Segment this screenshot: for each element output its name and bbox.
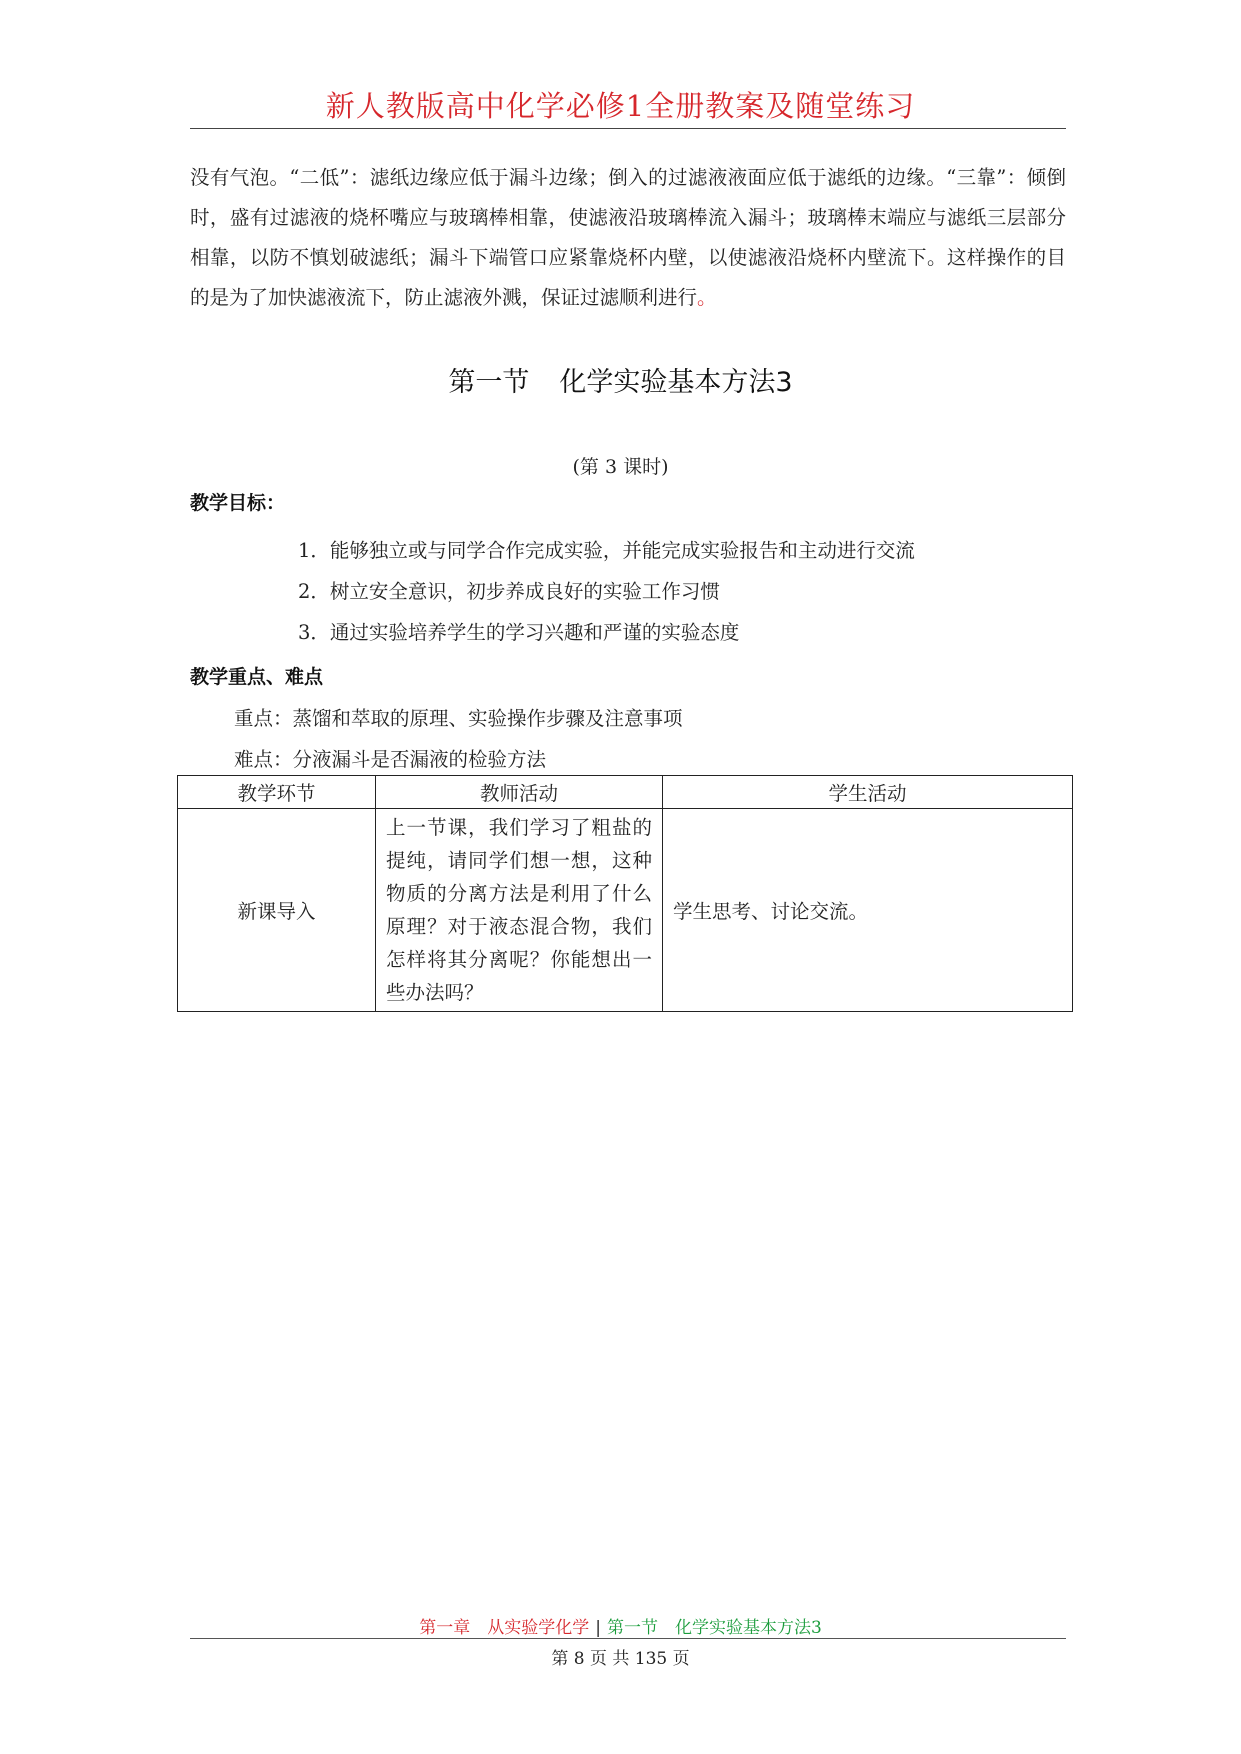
- cell-teacher-activity: 上一节课，我们学习了粗盐的提纯，请同学们想一想，这种物质的分离方法是利用了什么原理？对于液态混合物，我们怎样将其分离呢？你能想出一些办法吗？: [376, 809, 663, 1012]
- footer-chapter: 第一章 从实验学化学: [419, 1618, 590, 1638]
- intro-end-mark: 。: [697, 286, 717, 309]
- header-divider: [190, 128, 1066, 129]
- footer-page-number: 第 8 页 共 135 页: [551, 1649, 690, 1669]
- table-row: [178, 809, 1073, 1012]
- lesson-number: (第 3 课时): [572, 456, 669, 478]
- header-student-activity: 学生活动: [663, 776, 1073, 809]
- objective-item-2: 2．树立安全意识，初步养成良好的实验工作习惯: [298, 580, 720, 603]
- objectives-heading: 教学目标：: [190, 492, 286, 514]
- section-title: [0, 360, 1241, 399]
- objective-item-3: 3．通过实验培养学生的学习兴趣和严谨的实验态度: [298, 621, 740, 644]
- intro-paragraph: [190, 158, 1066, 318]
- header-teacher-activity: 教师活动: [376, 776, 663, 809]
- document-header-title: 新人教版高中化学必修1全册教案及随堂练习: [325, 89, 916, 123]
- footer-section: 第一节 化学实验基本方法3: [606, 1618, 822, 1638]
- cell-stage: 新课导入: [178, 809, 376, 1012]
- key-points-heading: 教学重点、难点: [190, 666, 324, 688]
- objective-item-1: 1．能够独立或与同学合作完成实验，并能完成实验报告和主动进行交流: [298, 539, 915, 562]
- key-point-focus: 重点：蒸馏和萃取的原理、实验操作步骤及注意事项: [234, 707, 683, 730]
- lesson-plan-table: [177, 775, 1073, 1012]
- intro-text: 没有气泡。“二低”：滤纸边缘应低于漏斗边缘；倒入的过滤液液面应低于滤纸的边缘。“三靠”：倾倒时，盛有过滤液的烧杯嘴应与玻璃棒相靠，使滤液沿玻璃棒流入漏斗；玻璃棒末端应与滤纸三层部分相靠，以防不慎划破滤纸；漏斗下端管口应紧靠烧杯内壁，以使滤液沿烧杯内壁流下。这样操作的目的是为了加快滤液流下，防止滤液外溅，保证过滤顺利进行: [190, 166, 1066, 309]
- key-point-difficulty: 难点：分液漏斗是否漏液的检验方法: [234, 748, 547, 771]
- footer-separator: |: [595, 1618, 601, 1638]
- section-name: 化学实验基本方法3: [559, 367, 793, 398]
- footer-breadcrumb: [0, 1613, 1241, 1638]
- cell-student-activity: 学生思考、讨论交流。: [663, 809, 1073, 1012]
- header-stage: 教学环节: [178, 776, 376, 809]
- section-number: 第一节: [448, 367, 530, 398]
- footer-divider: [190, 1638, 1066, 1639]
- table-header-row: [178, 776, 1073, 809]
